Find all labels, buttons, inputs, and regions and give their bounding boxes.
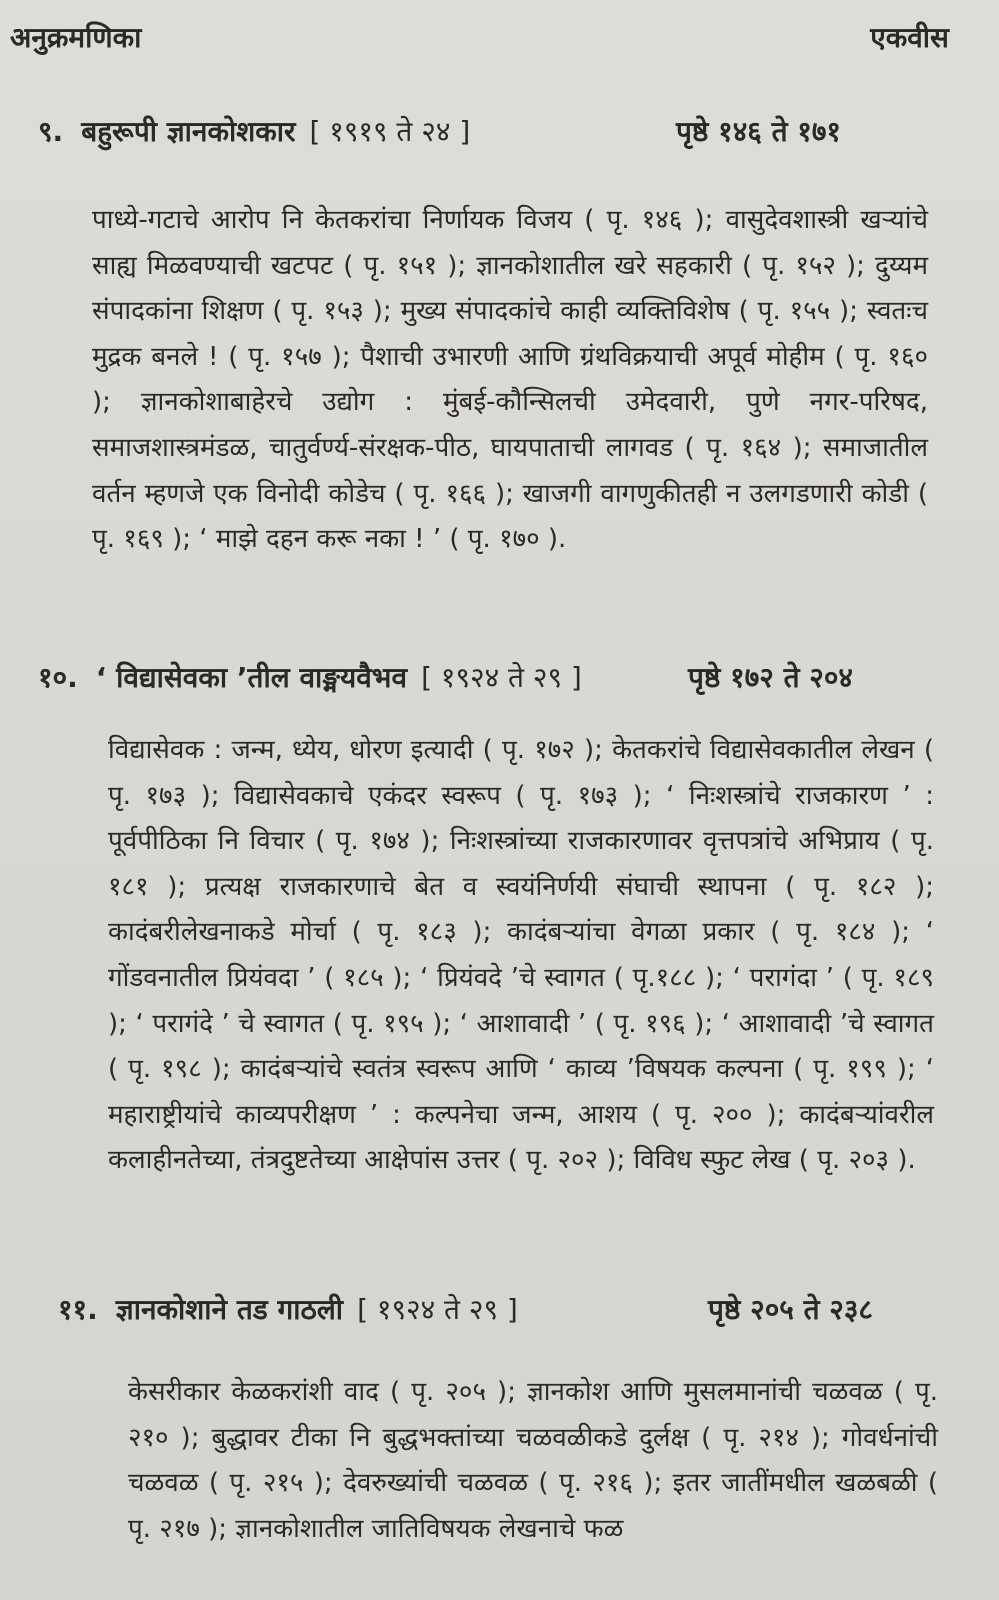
chapter-page-range [708,1290,873,1328]
chapter-year-range: [ १९१९ ते २४ ] [309,115,471,148]
chapter-page-range [688,658,853,696]
running-header [10,18,949,56]
chapter-summary: केसरीकार केळकरांशी वाद ( पृ. २०५ ); ज्ञानकोश आणि मुसलमानांची चळवळ ( पृ. २१० ); बुद्धावर टीका नि बुद्धभक्तांच्या चळवळीकडे दुर्लक्ष ( पृ. २१४ ); गोवर्धनांची चळवळ ( पृ. २१५ ); देवरुख्यांची चळवळ ( पृ. २१६ ); इतर जातींमधील खळबळी ( पृ. २१७ ); ज्ञानकोशातील जातिविषयक लेखनाचे फळ [128,1377,938,1544]
chapter-number: ११. [58,1293,98,1326]
chapter-heading [58,1290,518,1328]
chapter-pages-text: पृष्ठे १४६ ते १७१ [676,115,841,148]
chapter-heading [38,112,470,150]
chapter-pages-text: पृष्ठे २०५ ते २३८ [708,1293,873,1326]
chapter-title: ज्ञानकोशाने तड गाठली [115,1293,344,1326]
chapter-year-range: [ १९२४ ते २९ ] [421,661,582,694]
chapter-heading [38,658,582,696]
chapter-summary: पाध्ये-गटाचे आरोप नि केतकरांचा निर्णायक विजय ( पृ. १४६ ); वासुदेवशास्त्री खऱ्यांचे साह्य मिळवण्याची खटपट ( पृ. १५१ ); ज्ञानकोशातील खरे सहकारी ( पृ. १५२ ); दुय्यम संपादकांना शिक्षण ( पृ. १५३ ); मुख्य संपादकांचे काही व्यक्तिविशेष ( पृ. १५५ ); स्वतःच मुद्रक बनले ! ( पृ. १५७ ); पैशाची उभारणी आणि ग्रंथविक्रयाची अपूर्व मोहीम ( पृ. १६० ); ज्ञानकोशाबाहेरचे उद्योग : मुंबई-कौन्सिलची उमेदवारी, पुणे नगर-परिषद, समाजशास्त्रमंडळ, चातुर्वर्ण्य-संरक्षक-पीठ, घायपाताची लागवड ( पृ. १६४ ); समाजातील वर्तन म्हणजे एक विनोदी कोडेच ( पृ. १६६ ); खाजगी वागणुकीतही न उलगडणारी कोडी ( पृ. १६९ ); ‘ माझे दहन करू नका ! ’ ( पृ. १७० ). [92,205,928,555]
header-right: एकवीस [870,21,949,54]
chapter-pages-text: पृष्ठे १७२ ते २०४ [688,661,853,694]
chapter-summary: विद्यासेवक : जन्म, ध्येय, धोरण इत्यादी ( पृ. १७२ ); केतकरांचे विद्यासेवकातील लेखन ( पृ. १७३ ); विद्यासेवकाचे एकंदर स्वरूप ( पृ. १७३ ); ‘ निःशस्त्रांचे राजकारण ’ : पूर्वपीठिका नि विचार ( पृ. १७४ ); निःशस्त्रांच्या राजकारणावर वृत्तपत्रांचे अभिप्राय ( पृ. १८१ ); प्रत्यक्ष राजकारणाचे बेत व स्वयंनिर्णयी संघाची स्थापना ( पृ. १८२ ); कादंबरीलेखनाकडे मोर्चा ( पृ. १८३ ); कादंबऱ्यांचा वेगळा प्रकार ( पृ. १८४ ); ‘ गोंडवनातील प्रियंवदा ’ ( १८५ ); ‘ प्रियंवदे ’चे स्वागत ( पृ.१८८ ); ‘ परागंदा ’ ( पृ. १८९ ); ‘ परागंदे ’ चे स्वागत ( पृ. १९५ ); ‘ आशावादी ’ ( पृ. १९६ ); ‘ आशावादी ’चे स्वागत ( पृ. १९८ ); कादंबऱ्यांचे स्वतंत्र स्वरूप आणि ‘ काव्य ’विषयक कल्पना ( पृ. १९९ ); ‘ महाराष्ट्रीयांचे काव्यपरीक्षण ’ : कल्पनेचा जन्म, आशय ( पृ. २०० ); कादंबऱ्यांवरील कलाहीनतेच्या, तंत्रदुष्टतेच्या आक्षेपांस उत्तर ( पृ. २०२ ); विविध स्फुट लेख ( पृ. २०३ ). [108,735,934,1176]
chapter-number: ९. [38,115,64,148]
header-left: अनुक्रमणिका [10,21,142,54]
chapter-title: ‘ विद्यासेवका ’तील वाङ्मयवैभव [95,661,408,694]
chapter-number: १०. [38,661,78,694]
chapter-page-range [676,112,841,150]
chapter-year-range: [ १९२४ ते २९ ] [357,1293,518,1326]
chapter-title: बहुरूपी ज्ञानकोशकार [81,115,296,148]
